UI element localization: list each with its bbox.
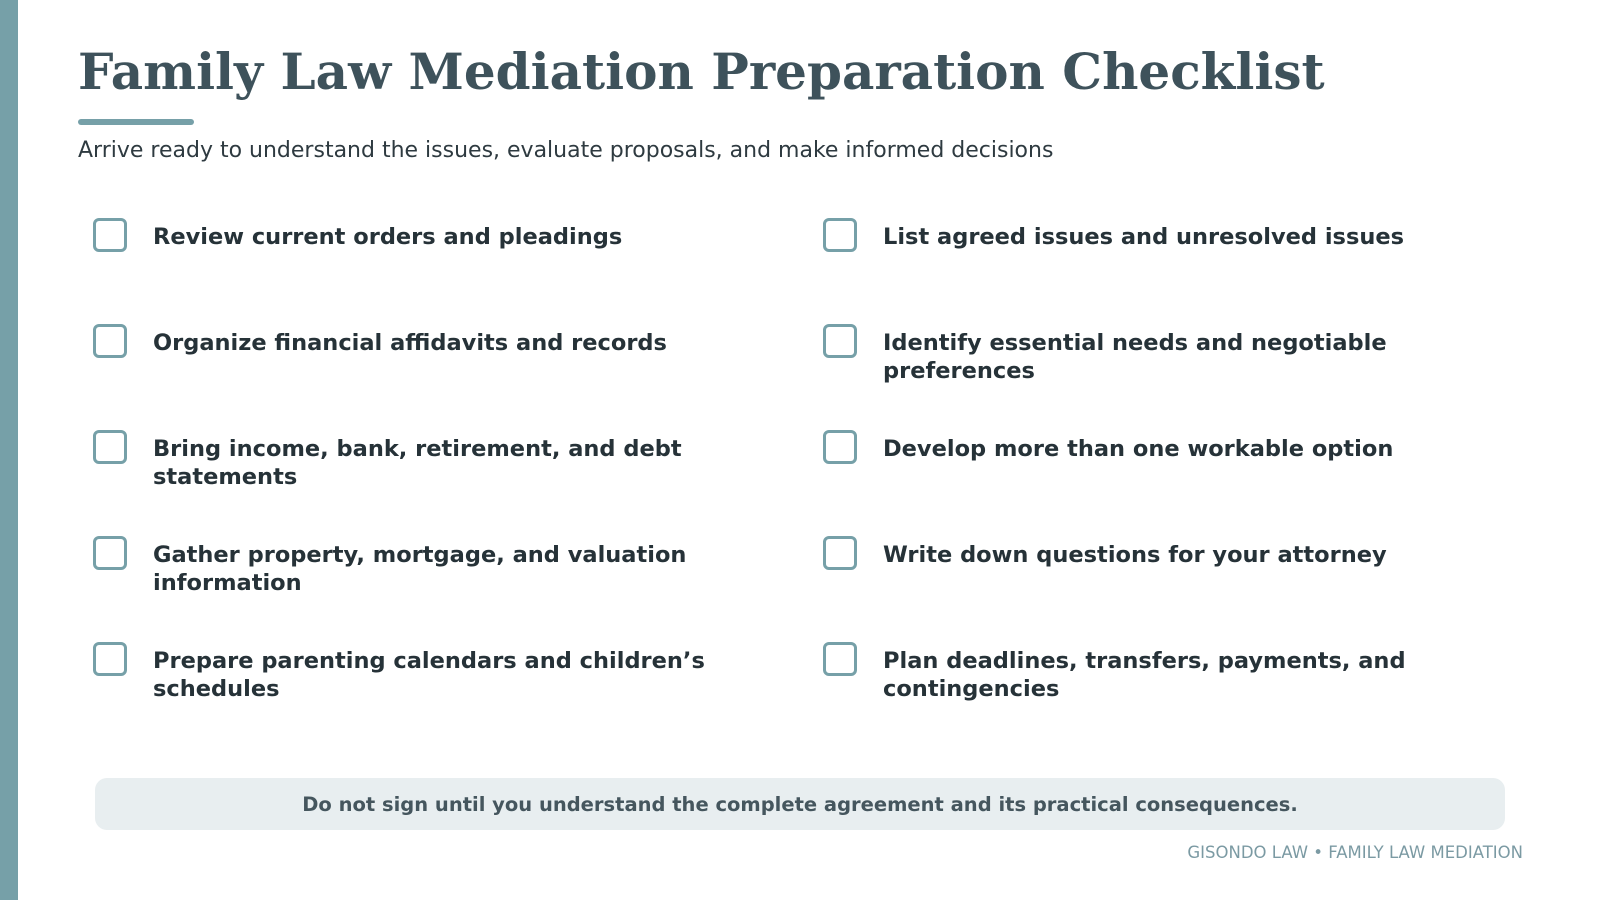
warning-notice (95, 778, 1505, 830)
checklist-item-label: Review current orders and pleadings (153, 224, 623, 250)
checkbox[interactable] (823, 324, 857, 358)
checklist-item[interactable] (823, 324, 1483, 424)
checklist-item-label: Identify essential needs and negotiable preferences (883, 330, 1387, 384)
checklist-item-label: Gather property, mortgage, and valuation information (153, 542, 687, 596)
checkbox[interactable] (93, 430, 127, 464)
checkbox[interactable] (823, 642, 857, 676)
checklist-item[interactable] (93, 324, 753, 424)
footer-brand: GISONDO LAW • FAMILY LAW MEDIATION (1187, 843, 1523, 862)
checklist-item[interactable] (93, 536, 753, 636)
accent-side-bar (0, 0, 18, 900)
checklist-item[interactable] (823, 536, 1483, 636)
checklist-item[interactable] (823, 218, 1483, 318)
warning-notice-text: Do not sign until you understand the complete agreement and its practical consequences. (302, 792, 1298, 816)
checkbox[interactable] (93, 642, 127, 676)
page-subtitle: Arrive ready to understand the issues, evaluate proposals, and make informed decisions (78, 138, 1054, 163)
checkbox[interactable] (93, 324, 127, 358)
page-title: Family Law Mediation Preparation Checklist (78, 42, 1325, 101)
checklist (93, 218, 1513, 758)
checklist-item-label: Develop more than one workable option (883, 436, 1394, 462)
checkbox[interactable] (823, 536, 857, 570)
checkbox[interactable] (823, 218, 857, 252)
checkbox[interactable] (93, 536, 127, 570)
checklist-item-label: List agreed issues and unresolved issues (883, 224, 1405, 250)
checklist-item[interactable] (93, 430, 753, 530)
checkbox[interactable] (93, 218, 127, 252)
checklist-item[interactable] (93, 218, 753, 318)
checklist-item-label: Bring income, bank, retirement, and debt statements (153, 436, 682, 490)
checklist-item[interactable] (93, 642, 753, 742)
checklist-item-label: Plan deadlines, transfers, payments, and contingencies (883, 648, 1406, 702)
checkbox[interactable] (823, 430, 857, 464)
checklist-item-label: Prepare parenting calendars and children’s schedules (153, 648, 705, 702)
checklist-item-label: Write down questions for your attorney (883, 542, 1387, 568)
checklist-item[interactable] (823, 642, 1483, 742)
checklist-item-label: Organize financial affidavits and records (153, 330, 667, 356)
checklist-item[interactable] (823, 430, 1483, 530)
title-underline (78, 119, 194, 125)
